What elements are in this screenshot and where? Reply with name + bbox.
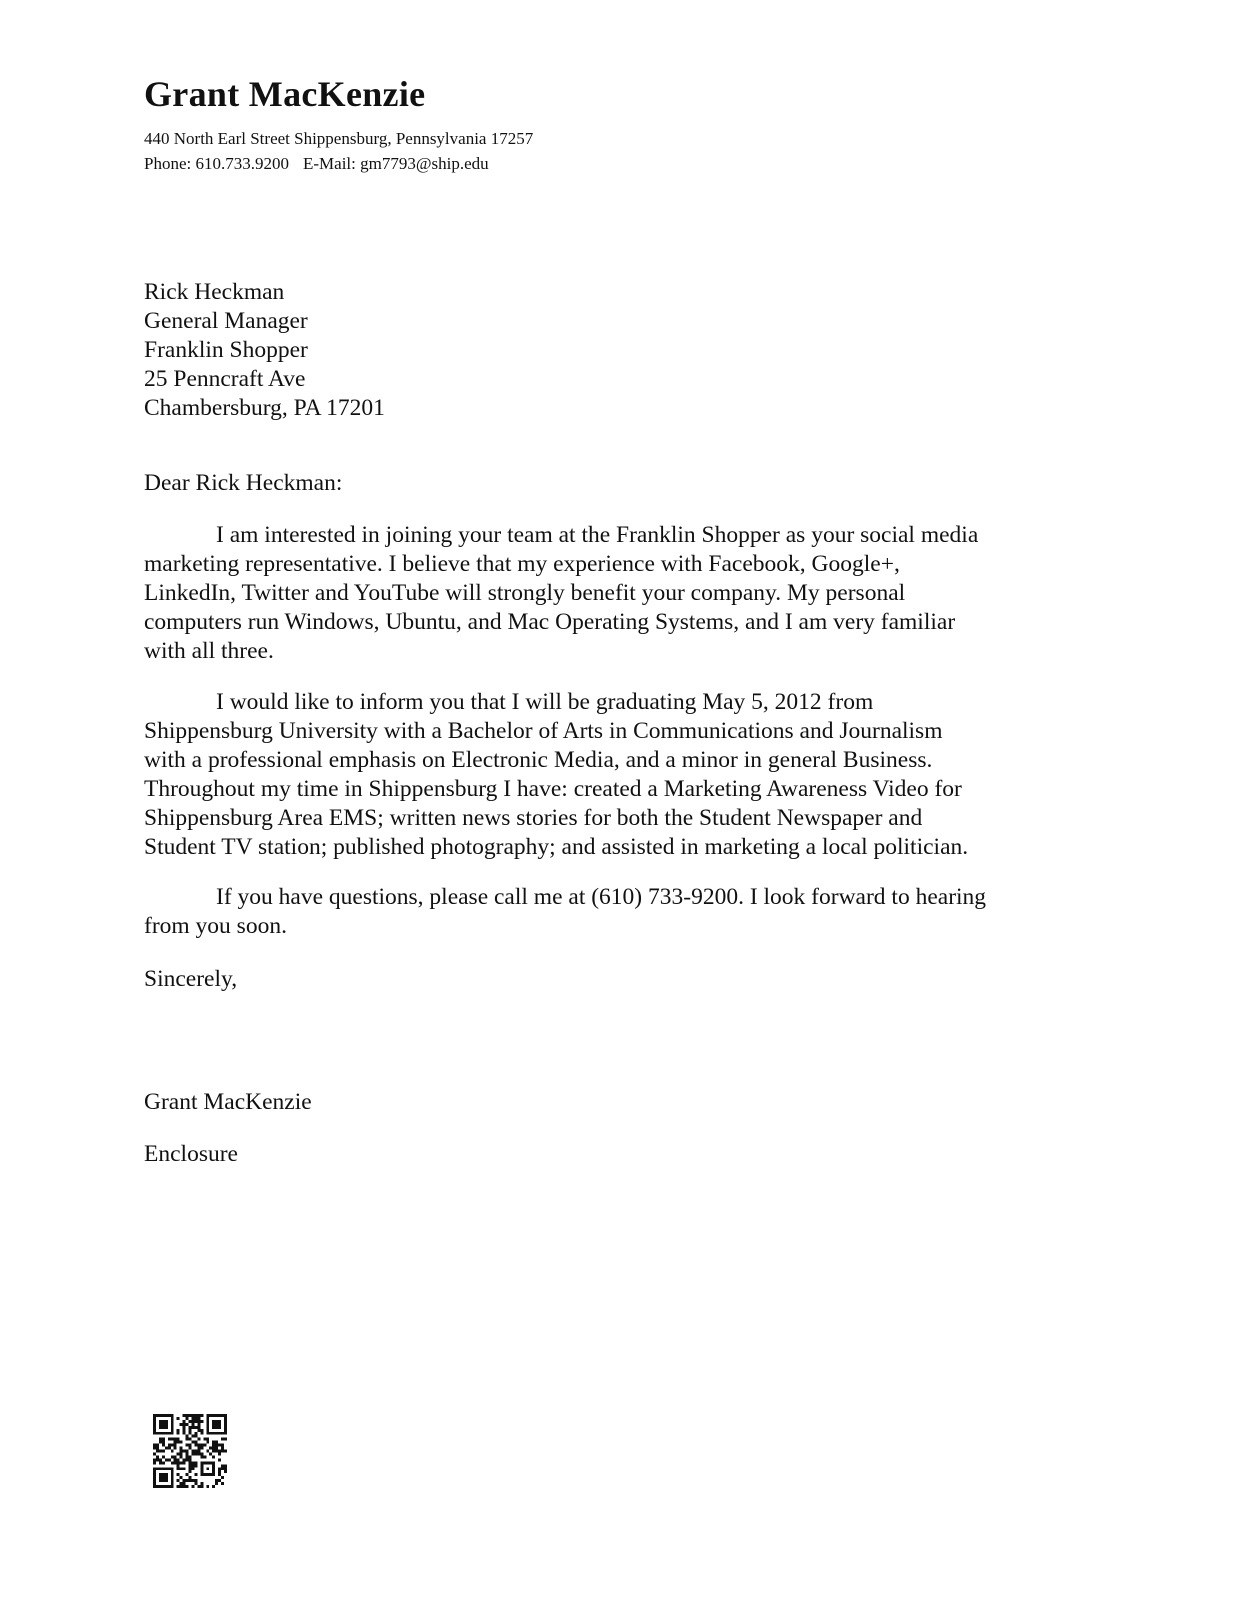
body-paragraph-2 <box>144 688 1094 862</box>
closing: Sincerely, <box>144 966 238 992</box>
paragraph-line: I would like to inform you that I will be graduating May 5, 2012 from <box>216 689 874 715</box>
paragraph-line: If you have questions, please call me at (610) 733-9200. I look forward to hearing <box>216 884 987 910</box>
qr-code-icon <box>153 1414 227 1488</box>
paragraph-line: I am interested in joining your team at the Franklin Shopper as your social media <box>216 522 979 548</box>
paragraph-line: Student TV station; published photography; and assisted in marketing a local politician. <box>144 834 969 860</box>
enclosure-note: Enclosure <box>144 1141 238 1167</box>
recipient-block <box>144 278 385 423</box>
paragraph-line: LinkedIn, Twitter and YouTube will strongly benefit your company. My personal <box>144 580 906 606</box>
paragraph-line: marketing representative. I believe that my experience with Facebook, Google+, <box>144 551 900 577</box>
paragraph-line: Throughout my time in Shippensburg I have: created a Marketing Awareness Video for <box>144 776 962 802</box>
greeting: Dear Rick Heckman: <box>144 470 343 496</box>
paragraph-line: from you soon. <box>144 913 287 939</box>
paragraph-line: computers run Windows, Ubuntu, and Mac Operating Systems, and I am very familiar <box>144 609 956 635</box>
body-paragraph-1 <box>144 521 1094 666</box>
letterhead-address: 440 North Earl Street Shippensburg, Pennsylvania 17257 <box>144 129 534 148</box>
paragraph-line: Shippensburg Area EMS; written news stories for both the Student Newspaper and <box>144 805 923 831</box>
recipient-name: Rick Heckman <box>144 279 285 305</box>
paragraph-line: with a professional emphasis on Electronic Media, and a minor in general Business. <box>144 747 933 773</box>
letterhead-email: E-Mail: gm7793@ship.edu <box>302 154 489 173</box>
recipient-street: 25 Penncraft Ave <box>144 366 306 392</box>
letterhead-name: Grant MacKenzie <box>144 74 426 114</box>
recipient-title: General Manager <box>144 308 308 334</box>
paragraph-line: Shippensburg University with a Bachelor of Arts in Communications and Journalism <box>144 718 943 744</box>
body-paragraph-3 <box>144 883 1094 941</box>
letterhead-phone: Phone: 610.733.9200 <box>144 154 289 173</box>
letterhead-contact <box>144 153 489 175</box>
recipient-company: Franklin Shopper <box>144 337 308 363</box>
recipient-city: Chambersburg, PA 17201 <box>144 395 385 421</box>
signature-name: Grant MacKenzie <box>144 1089 312 1115</box>
paragraph-line: with all three. <box>144 638 274 664</box>
